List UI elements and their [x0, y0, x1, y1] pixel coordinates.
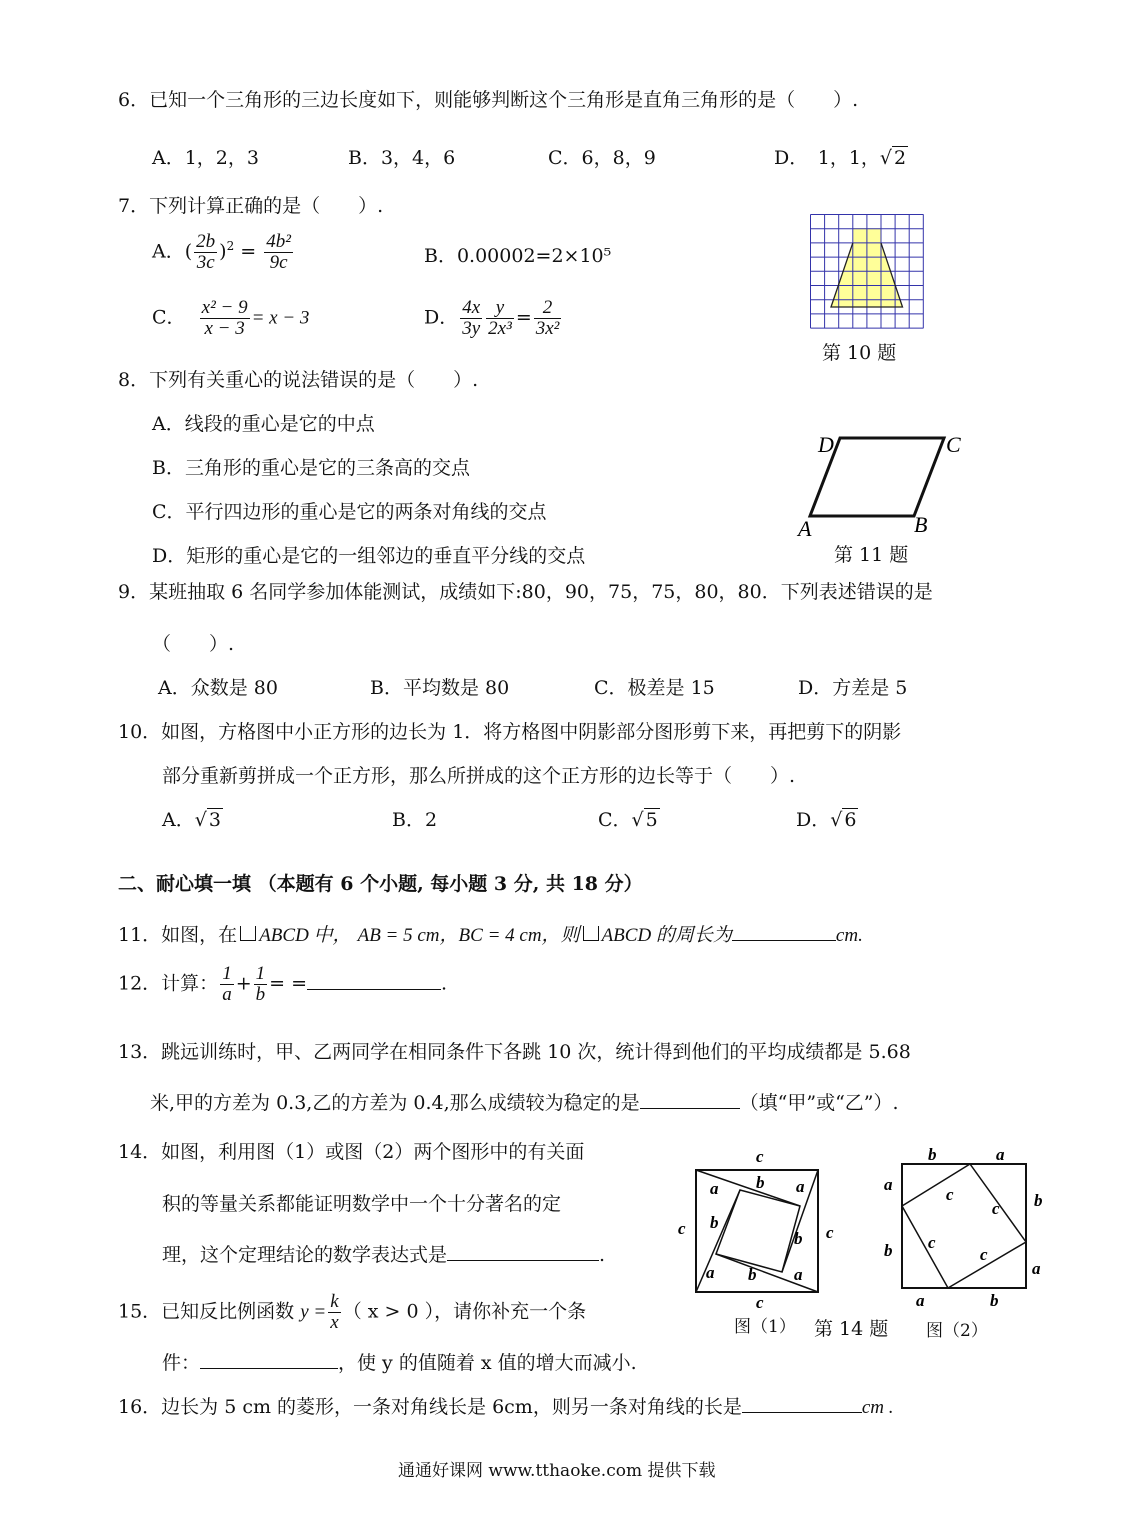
svg-text:b: b [748, 1265, 757, 1284]
q16-answer-blank[interactable] [742, 1394, 862, 1413]
parallelogram-symbol-icon [240, 926, 256, 941]
figure-11-parallelogram [796, 428, 976, 540]
svg-text:c: c [678, 1219, 686, 1238]
q8-option-d: D．矩形的重心是它的一组邻边的垂直平分线的交点 [152, 545, 586, 567]
q10-line2: 部分重新剪拼成一个正方形，那么所拼成的这个正方形的边长等于（ ）. [162, 765, 796, 787]
q13-line1: 13．跳远训练时，甲、乙两同学在相同条件下各跳 10 次，统计得到他们的平均成绩都是 5.68 [118, 1041, 911, 1063]
q8-option-b: B．三角形的重心是它的三条高的交点 [152, 457, 470, 479]
q6-option-c: C．6，8，9 [548, 147, 656, 169]
q14-line2: 积的等量关系都能证明数学中一个十分著名的定 [162, 1193, 562, 1215]
q9-option-a: A．众数是 80 [158, 677, 278, 699]
figure-14-1 [670, 1144, 850, 1312]
q13-answer-blank[interactable] [640, 1090, 740, 1109]
q9-stem: 9．某班抽取 6 名同学参加体能测试，成绩如下:80，90，75，75，80，80．下列表述错误的是 [118, 581, 933, 603]
q10-option-a: A．√ 3 [162, 809, 221, 831]
figure-10-grid [810, 214, 924, 330]
q11-answer-blank[interactable] [732, 922, 836, 941]
svg-text:a: a [796, 1177, 805, 1196]
svg-text:c: c [928, 1233, 936, 1252]
parallelogram-symbol-icon [583, 926, 599, 941]
q10-option-d: D．√ 6 [796, 809, 857, 831]
svg-text:a: a [794, 1265, 803, 1284]
svg-text:a: a [710, 1179, 719, 1198]
figure-11-caption: 第 11 题 [834, 544, 909, 566]
q15-line1: 15．已知反比例函数 y = $\frac{k}{x}$ （ x > 0 ），请你补充一个条 [118, 1291, 587, 1333]
q7-stem: 7．下列计算正确的是（ ）. [118, 195, 384, 217]
q9-option-d: D．方差是 5 [798, 677, 908, 699]
svg-text:b: b [928, 1145, 937, 1164]
q10-line1: 10．如图，方格图中小正方形的边长为 1．将方格图中阴影部分图形剪下来，再把剪下的阴影 [118, 721, 902, 743]
q9-option-c: C．极差是 15 [594, 677, 715, 699]
q6-option-a: A．1，2，3 [152, 147, 259, 169]
svg-text:c: c [826, 1223, 834, 1242]
svg-text:b: b [1034, 1191, 1043, 1210]
svg-text:c: c [980, 1245, 988, 1264]
svg-text:c: c [756, 1293, 764, 1312]
inner-square [902, 1164, 1026, 1288]
q15-line2: 件： ，使 y 的值随着 x 值的增大而减小. [162, 1352, 637, 1374]
vertex-c: C [946, 432, 961, 457]
q6-option-d [774, 146, 908, 170]
q13-line2: 米,甲的方差为 0.3,乙的方差为 0.4,那么成绩较为稳定的是 （填“甲”或“乙”）. [150, 1092, 899, 1114]
q6-option-b: B．3，4，6 [348, 147, 456, 169]
svg-text:b: b [710, 1213, 719, 1232]
svg-text:a: a [1032, 1259, 1041, 1278]
svg-text:c: c [946, 1185, 954, 1204]
section-2-heading: 二、耐心填一填 （本题有 6 个小题, 每小题 3 分, 共 18 分） [118, 873, 643, 895]
svg-text:c: c [756, 1147, 764, 1166]
q7-option-b: B．0.00002=2×10⁵ [424, 245, 612, 267]
q15-answer-blank[interactable] [200, 1350, 338, 1369]
figure-14-2-labels [884, 1145, 1043, 1310]
svg-text:a: a [916, 1291, 925, 1310]
q12: 12．计算： $\frac{1}{a}$ + $\frac{1}{b}$ = = . [118, 963, 448, 1005]
figure-14-2-caption: 图（2） [926, 1321, 988, 1341]
vertex-d: D [818, 432, 834, 457]
figure-14-2 [876, 1144, 1056, 1312]
q7-option-d: D． $\frac{4x}{3y}$ $\frac{y}{\text{2x³}}$ = $\frac{2}{\text{3x²}}$ [424, 297, 560, 339]
svg-text:a: a [884, 1175, 893, 1194]
svg-text:b: b [756, 1173, 765, 1192]
grid-lines [811, 215, 924, 329]
q16: 16．边长为 5 cm 的菱形，一条对角线长是 6cm，则另一条对角线的长是 cm . [118, 1396, 894, 1418]
q14-line3: 理，这个定理结论的数学表达式是 . [162, 1244, 606, 1266]
q10-option-c: C．√ 5 [598, 809, 658, 831]
svg-text:a: a [706, 1263, 715, 1282]
q11: 11．如图，在 ABCD 中， AB = 5 cm，BC = 4 cm，则 ABCD 的周长为 cm. [118, 924, 863, 946]
q10-option-b: B．2 [392, 809, 438, 831]
q7-option-c: C． $\frac{\text{x² − 9}}{x - 3}$ = x − 3 [152, 297, 310, 339]
svg-text:b: b [884, 1241, 893, 1260]
figure-10-caption: 第 10 题 [822, 342, 897, 364]
q6-stem: 6．已知一个三角形的三边长度如下，则能够判断这个三角形是直角三角形的是（ ）. [118, 89, 859, 111]
q12-answer-blank[interactable] [307, 971, 441, 990]
footer: 通通好课网 www.tthaoke.com 提供下载 [398, 1461, 716, 1481]
q8-option-a: A．线段的重心是它的中点 [152, 413, 375, 435]
svg-text:a: a [996, 1145, 1005, 1164]
q9-paren: （ ）. [152, 633, 235, 655]
svg-text:b: b [990, 1291, 999, 1310]
q14-answer-blank[interactable] [447, 1242, 599, 1261]
vertex-b: B [914, 512, 928, 537]
q6-d-prefix: D． 1，1， [774, 147, 880, 169]
q7-option-a: A．( $\frac{2b}{3c}$ )$^2$ = $\frac{\text{4b²}}{9c}$ [152, 231, 291, 273]
figure-14-1-caption: 图（1） [734, 1317, 796, 1337]
sqrt: √ 2 [879, 147, 907, 169]
q8-option-c: C．平行四边形的重心是它的两条对角线的交点 [152, 501, 547, 523]
figure-14-caption: 第 14 题 [814, 1318, 889, 1340]
svg-text:b: b [794, 1229, 803, 1248]
q14-line1: 14．如图，利用图（1）或图（2）两个图形中的有关面 [118, 1141, 585, 1163]
q8-stem: 8．下列有关重心的说法错误的是（ ）. [118, 369, 479, 391]
q9-option-b: B．平均数是 80 [370, 677, 510, 699]
svg-text:c: c [992, 1199, 1000, 1218]
vertex-a: A [798, 516, 812, 540]
outer-square [902, 1164, 1026, 1288]
